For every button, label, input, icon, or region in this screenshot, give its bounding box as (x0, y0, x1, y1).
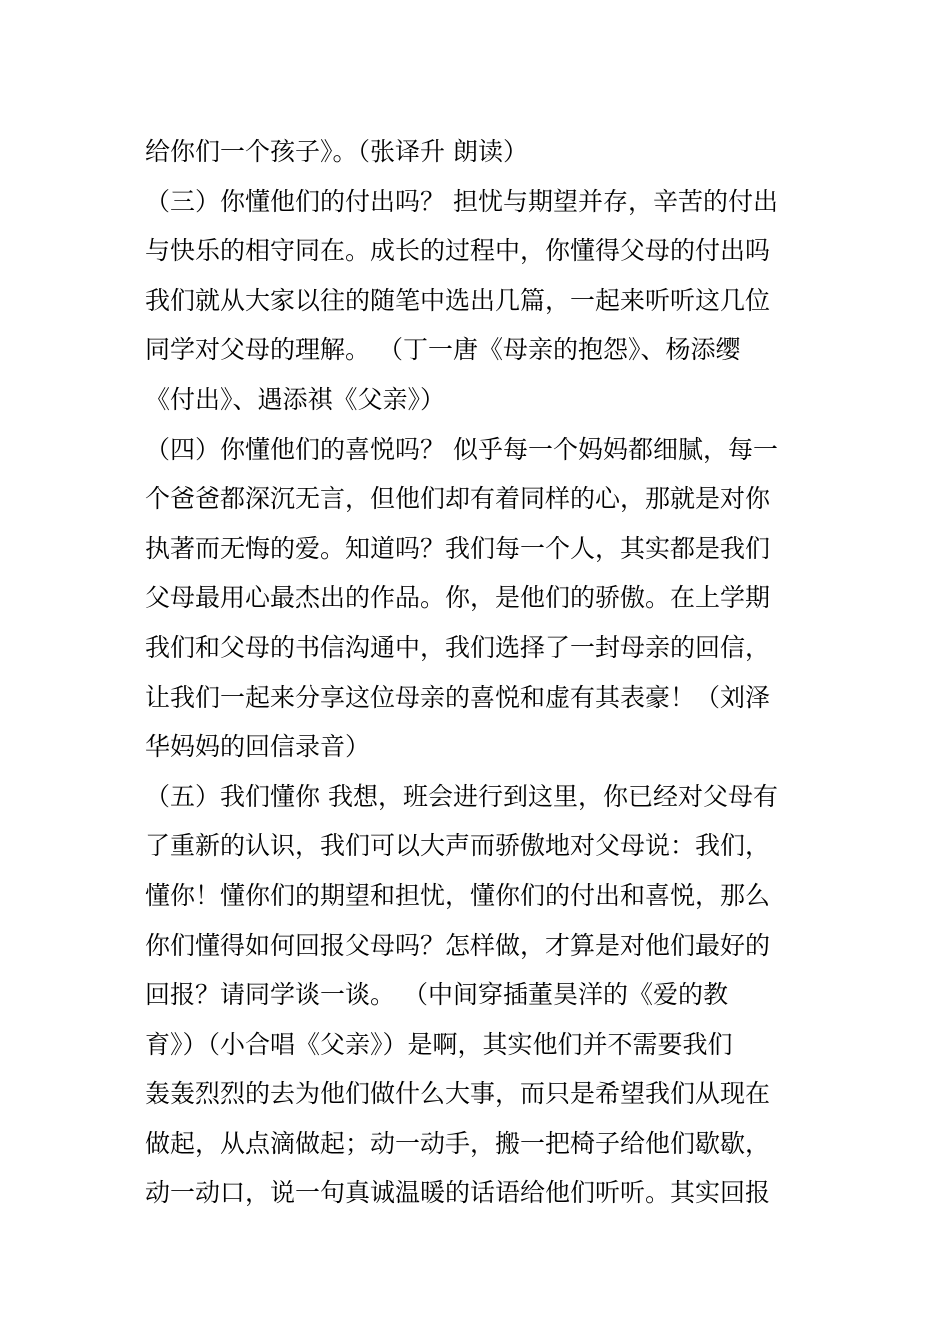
text-line: 执著而无悔的爱。知道吗？我们每一个人，其实都是我们 (145, 533, 771, 563)
text-line: （四）你懂他们的喜悦吗？ 似乎每一个妈妈都细腻，每一 (145, 434, 778, 464)
text-line: 同学对父母的理解。 （丁一唐《母亲的抱怨》、杨添缨 (145, 335, 741, 365)
text-line: 了重新的认识，我们可以大声而骄傲地对父母说：我们， (145, 831, 771, 861)
text-line: （五）我们懂你 我想，班会进行到这里，你已经对父母有 (145, 781, 778, 811)
text-line: 让我们一起来分享这位母亲的喜悦和虚有其表豪！（刘泽 (145, 682, 771, 712)
text-line: 回报？请同学谈一谈。 （中间穿插董昊洋的《爱的教 (145, 980, 728, 1010)
text-line: 给你们一个孩子》。（张译升 朗读） (145, 137, 528, 166)
text-line: （三）你懂他们的付出吗？ 担忧与期望并存，辛苦的付出 (145, 186, 778, 216)
text-line: 个爸爸都深沉无言，但他们却有着同样的心，那就是对你 (145, 484, 771, 514)
text-line: 懂你！懂你们的期望和担忧，懂你们的付出和喜悦，那么 (145, 880, 771, 910)
text-line: 《付出》、遇添祺《父亲》） (145, 384, 446, 414)
text-line: 做起，从点滴做起；动一动手，搬一把椅子给他们歇歇， (145, 1128, 771, 1158)
text-line: 我们就从大家以往的随笔中选出几篇，一起来听听这几位 (145, 285, 771, 315)
text-line: 父母最用心最杰出的作品。你，是他们的骄傲。在上学期 (145, 583, 771, 613)
body-text (145, 127, 810, 1218)
text-line: 动一动口，说一句真诚温暖的话语给他们听听。其实回报 (145, 1178, 771, 1208)
text-line: 轰轰烈烈的去为他们做什么大事，而只是希望我们从现在 (145, 1079, 771, 1109)
text-line: 你们懂得如何回报父母吗？怎样做，才算是对他们最好的 (145, 930, 771, 960)
text-line: 我们和父母的书信沟通中，我们选择了一封母亲的回信， (145, 632, 771, 662)
text-line: 与快乐的相守同在。成长的过程中，你懂得父母的付出吗 (145, 236, 771, 266)
text-line: 育》）（小合唱《父亲》）是啊，其实他们并不需要我们 (145, 1029, 733, 1059)
text-line: 华妈妈的回信录音） (145, 732, 371, 762)
